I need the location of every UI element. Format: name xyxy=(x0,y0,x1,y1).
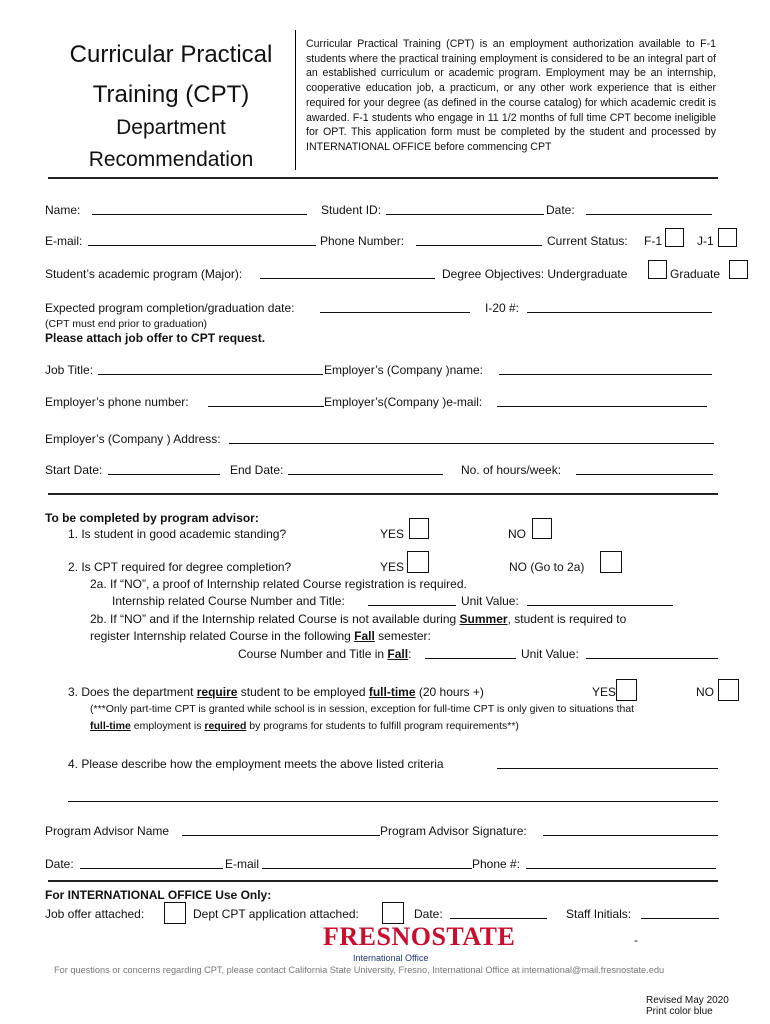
q2-cpt-required: 2. Is CPT required for degree completion? xyxy=(68,560,292,574)
attach-job-offer-note: Please attach job offer to CPT request. xyxy=(45,331,266,345)
advisor-signature-field[interactable] xyxy=(543,824,718,836)
employer-phone-label: Employer’s phone number: xyxy=(45,395,189,409)
job-title-field[interactable] xyxy=(98,363,323,375)
advisor-section-heading: To be completed by program advisor: xyxy=(45,511,259,525)
start-date-field[interactable] xyxy=(108,463,220,475)
q3-note-line1: (***Only part-time CPT is granted while school is in session, exception for full-time CPT is only given to situations that xyxy=(90,703,635,715)
email-field[interactable] xyxy=(88,234,316,246)
dept-app-attached-checkbox[interactable] xyxy=(382,902,404,924)
date-field[interactable] xyxy=(586,203,712,215)
advisor-name-field[interactable] xyxy=(182,824,380,836)
office-use-heading: For INTERNATIONAL OFFICE Use Only: xyxy=(45,888,272,902)
advisor-email-field[interactable] xyxy=(262,857,472,869)
hours-per-week-label: No. of hours/week: xyxy=(461,463,562,477)
fresno-state-logo: FRESNOSTATE xyxy=(323,922,516,951)
degree-objectives-label: Degree Objectives: Undergraduate xyxy=(442,267,628,281)
hours-per-week-field[interactable] xyxy=(576,463,713,475)
name-field[interactable] xyxy=(92,203,307,215)
q2a-text: 2a. If “NO”, a proof of Internship related Course registration is required. xyxy=(90,577,467,591)
cpt-intro-text: Curricular Practical Training (CPT) is an employment authorization available to F-1 students where the practical training employment is considered to be an integral part of an established curriculum or academic program. Employment may be an internship, cooperative education job, a practicum, or any other work experience that is either required for your degree (as defined in the course catalog) for which academic credit is awarded. F-1 students who engage in 11 1/2 months of full time CPT become ineligible for OPT. This application form must be completed by the student and processed by INTERNATIONAL OFFICE before commencing CPT xyxy=(306,38,716,153)
header-divider xyxy=(295,30,296,170)
q4-answer-field-line1[interactable] xyxy=(497,757,718,769)
q3-no-label: NO xyxy=(696,685,714,699)
q3-no-checkbox[interactable] xyxy=(718,679,739,701)
office-date-label: Date: xyxy=(414,907,443,921)
job-offer-attached-label: Job offer attached: xyxy=(45,907,145,921)
q2-yes-checkbox[interactable] xyxy=(407,551,429,573)
staff-initials-field[interactable] xyxy=(641,907,719,919)
student-id-label: Student ID: xyxy=(321,203,382,217)
q2-yes-label: YES xyxy=(380,560,405,574)
end-date-field[interactable] xyxy=(288,463,443,475)
q2-no-checkbox[interactable] xyxy=(600,551,622,573)
phone-label: Phone Number: xyxy=(320,234,405,248)
q1-yes-label: YES xyxy=(380,527,405,541)
job-offer-attached-checkbox[interactable] xyxy=(164,902,186,924)
q4-answer-field-line2[interactable] xyxy=(68,790,718,802)
advisor-signature-label: Program Advisor Signature: xyxy=(380,824,527,838)
student-id-field[interactable] xyxy=(386,203,544,215)
advisor-date-field[interactable] xyxy=(80,857,223,869)
staff-initials-label: Staff Initials: xyxy=(566,907,632,921)
employer-address-field[interactable] xyxy=(229,432,714,444)
q2b-text-line2: register Internship related Course in the following Fall semester: xyxy=(90,629,431,643)
section-divider xyxy=(48,493,718,495)
status-f1-checkbox[interactable] xyxy=(665,228,684,247)
office-date-field[interactable] xyxy=(450,907,547,919)
q2a-unit-field[interactable] xyxy=(527,594,673,606)
q2b-text-line1: 2b. If “NO” and if the Internship related Course is not available during Summer, student is required to xyxy=(90,612,627,626)
employer-name-field[interactable] xyxy=(499,363,712,375)
q2b-unit-field[interactable] xyxy=(586,647,718,659)
form-subtitle-line1: Department xyxy=(116,116,226,139)
international-office-logo-text: International Office xyxy=(353,953,429,963)
dept-app-attached-label: Dept CPT application attached: xyxy=(193,907,359,921)
graduate-label: Graduate xyxy=(670,267,721,281)
form-title-line1: Curricular Practical xyxy=(69,41,273,68)
phone-field[interactable] xyxy=(416,234,542,246)
employer-name-label: Employer’s (Company )name: xyxy=(324,363,483,377)
q2a-course-field[interactable] xyxy=(368,594,456,606)
section-divider xyxy=(48,177,718,179)
form-subtitle-line2: Recommendation xyxy=(88,148,254,171)
name-label: Name: xyxy=(45,203,81,217)
q2b-course-field[interactable] xyxy=(425,647,516,659)
i20-label: I-20 #: xyxy=(485,301,520,315)
academic-program-field[interactable] xyxy=(260,267,435,279)
section-divider xyxy=(48,880,718,882)
advisor-phone-label: Phone #: xyxy=(472,857,521,871)
employer-email-label: Employer’s(Company )e-mail: xyxy=(324,395,483,409)
graduate-checkbox[interactable] xyxy=(729,260,748,279)
job-title-label: Job Title: xyxy=(45,363,94,377)
end-date-label: End Date: xyxy=(230,463,284,477)
current-status-label: Current Status: xyxy=(547,234,628,248)
q2a-course-label: Internship related Course Number and Title: xyxy=(112,594,345,608)
q3-fulltime-question: 3. Does the department require student to be employed full-time (20 hours +) xyxy=(68,685,484,699)
date-label: Date: xyxy=(546,203,575,217)
q1-academic-standing: 1. Is student in good academic standing? xyxy=(68,527,287,541)
academic-program-label: Student’s academic program (Major): xyxy=(45,267,243,281)
print-color-note: Print color blue xyxy=(646,1006,713,1017)
q3-yes-label: YES xyxy=(592,685,617,699)
completion-note: (CPT must end prior to graduation) xyxy=(45,318,208,330)
q2-no-label: NO (Go to 2a) xyxy=(509,560,585,574)
q2b-course-label: Course Number and Title in Fall: xyxy=(238,647,412,661)
employer-phone-field[interactable] xyxy=(208,395,324,407)
start-date-label: Start Date: xyxy=(45,463,103,477)
advisor-name-label: Program Advisor Name xyxy=(45,824,170,838)
q1-no-checkbox[interactable] xyxy=(532,518,552,539)
q2b-unit-label: Unit Value: xyxy=(521,647,579,661)
employer-email-field[interactable] xyxy=(497,395,707,407)
q1-yes-checkbox[interactable] xyxy=(409,518,429,539)
revised-date: Revised May 2020 xyxy=(646,995,729,1006)
completion-date-field[interactable] xyxy=(320,301,470,313)
advisor-phone-field[interactable] xyxy=(526,857,716,869)
completion-date-label: Expected program completion/graduation date: xyxy=(45,301,295,315)
status-j1-checkbox[interactable] xyxy=(718,228,737,247)
q2a-unit-label: Unit Value: xyxy=(461,594,519,608)
q4-describe-question: 4. Please describe how the employment meets the above listed criteria xyxy=(68,757,444,771)
i20-field[interactable] xyxy=(527,301,712,313)
email-label: E-mail: xyxy=(45,234,83,248)
footer-contact-text: For questions or concerns regarding CPT, please contact California State University, Fresno, International Office at international@mail.fresnostate.edu xyxy=(54,965,665,975)
advisor-date-label: Date: xyxy=(45,857,74,871)
status-j1-label: J-1 xyxy=(697,234,714,248)
dash-mark: - xyxy=(634,933,638,947)
employer-address-label: Employer’s (Company ) Address: xyxy=(45,432,221,446)
advisor-email-label: E-mail xyxy=(225,857,260,871)
q3-note-line2: full-time employment is required by programs for students to fulfill program requirements**) xyxy=(90,720,519,732)
q1-no-label: NO xyxy=(508,527,526,541)
form-title-line2: Training (CPT) xyxy=(92,81,250,108)
status-f1-label: F-1 xyxy=(644,234,662,248)
q3-yes-checkbox[interactable] xyxy=(616,679,637,701)
undergraduate-checkbox[interactable] xyxy=(648,260,667,279)
